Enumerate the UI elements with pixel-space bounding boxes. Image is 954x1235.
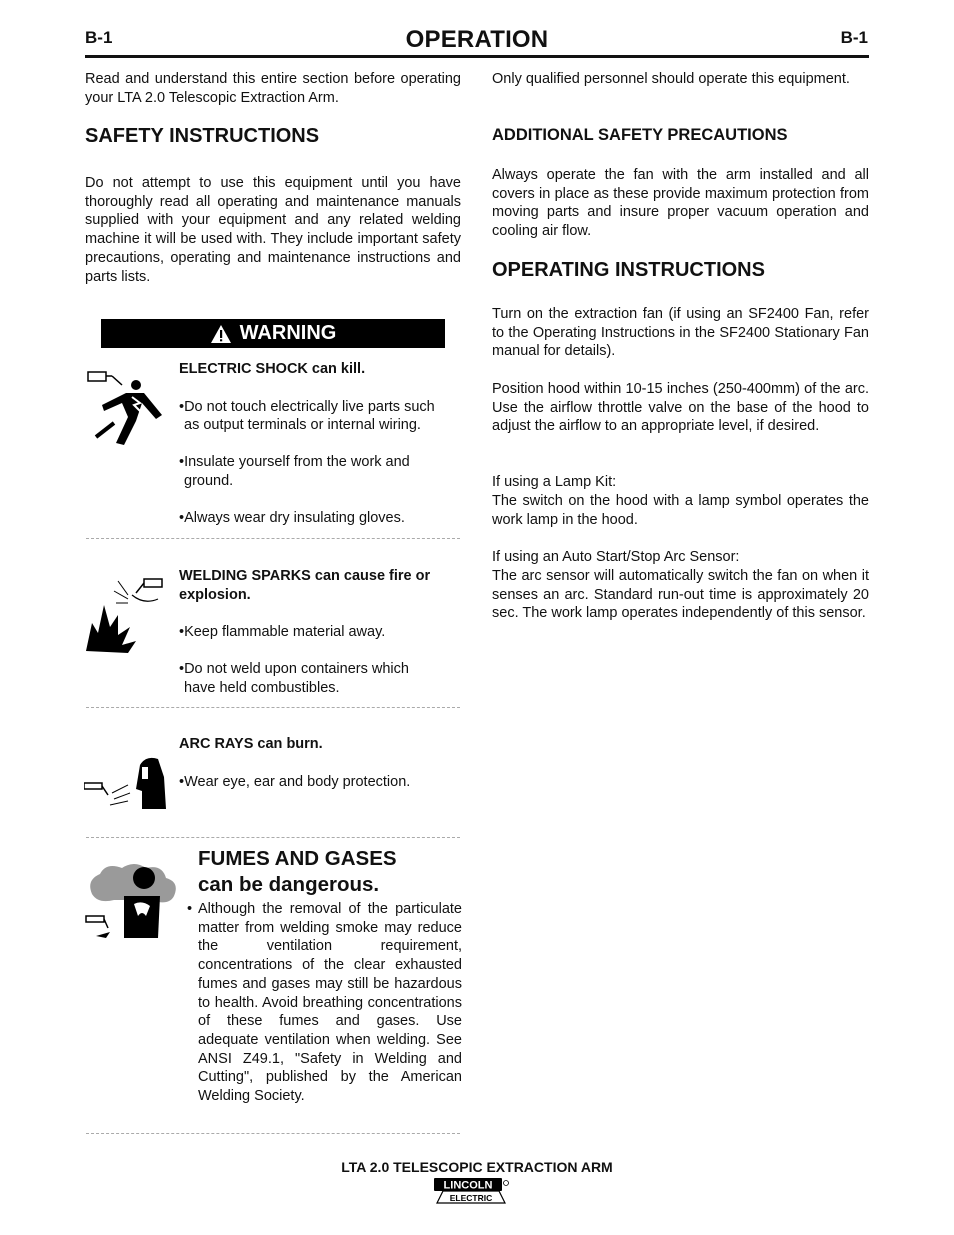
safety-heading: SAFETY INSTRUCTIONS bbox=[85, 125, 320, 147]
welding-sparks-icon bbox=[84, 575, 170, 655]
additional-safety-paragraph: Always operate the fan with the arm installed and all covers in place as these provide maximum protection from moving parts and insure proper vacuum operation and cooling air flow. bbox=[492, 167, 869, 240]
warning-banner bbox=[101, 319, 445, 348]
arc-rays-section bbox=[179, 735, 463, 791]
arc-sensor-label: If using an Auto Start/Stop Arc Sensor: bbox=[492, 549, 740, 565]
warning-triangle-icon bbox=[210, 324, 232, 344]
logo-top-text: LINCOLN bbox=[443, 1179, 493, 1192]
fumes-bullet: • bbox=[187, 901, 193, 917]
sparks-item-1: •Keep flammable material away. bbox=[179, 624, 386, 641]
shock-item-2: •Insulate yourself from the work and bbox=[179, 454, 410, 471]
electric-shock-icon bbox=[84, 367, 172, 452]
safety-paragraph: Do not attempt to use this equipment until you have thoroughly read all operating and maintenance manuals supplied with your equipment and any related welding machine it will be used with. They include important safety precautions, operating and maintenance instructions and parts lists. bbox=[85, 175, 461, 285]
fumes-icon bbox=[84, 860, 180, 942]
arc-sensor-paragraph: The arc sensor will automatically switch the fan on when it senses an arc. Standard run-out time is approximately 20 sec. The work lamp operates independently of this sensor. bbox=[492, 568, 869, 622]
header-rule bbox=[85, 55, 869, 58]
intro-paragraph: Read and understand this entire section before operating your LTA 2.0 Telescopic Extraction Arm. bbox=[85, 71, 461, 106]
lincoln-electric-logo bbox=[433, 1177, 511, 1210]
shock-item-1-cont: as output terminals or internal wiring. bbox=[184, 417, 421, 434]
divider bbox=[86, 707, 460, 708]
operating-paragraph-1: Turn on the extraction fan (if using an SF2400 Fan, refer to the Operating Instructions in the SF2400 Stationary Fan manual for details). bbox=[492, 306, 869, 360]
arc-rays-heading: ARC RAYS can burn. bbox=[179, 736, 323, 752]
qualified-paragraph: Only qualified personnel should operate this equipment. bbox=[492, 71, 850, 87]
fumes-paragraph: Although the removal of the particulate matter from welding smoke may reduce the ventilation requirement, concentrations of the clear exhausted fumes and gases may still be hazardous to health. Avoid breathing concentrations of these fumes and gases. Use adequate ventilation when welding. See ANSI Z49.1, "Safety in Welding and Cutting", published by the American Welding Society. bbox=[198, 901, 462, 1105]
lamp-kit-label: If using a Lamp Kit: bbox=[492, 474, 617, 490]
page-code-left: B-1 bbox=[85, 28, 113, 47]
operating-heading: OPERATING INSTRUCTIONS bbox=[492, 259, 765, 281]
shock-item-3: •Always wear dry insulating gloves. bbox=[179, 509, 405, 526]
divider bbox=[86, 538, 460, 539]
welding-sparks-heading: WELDING SPARKS can cause fire or explosion. bbox=[179, 568, 431, 603]
welding-sparks-section bbox=[179, 567, 463, 698]
sparks-item-2: •Do not weld upon containers which bbox=[179, 661, 409, 678]
shock-item-2-cont: ground. bbox=[184, 472, 234, 489]
warning-label: WARNING bbox=[239, 322, 337, 344]
divider bbox=[86, 1133, 460, 1134]
operating-paragraph-2: Position hood within 10-15 inches (250-400mm) of the arc. Use the airflow throttle valve on the base of the hood to adjust the airflow to an appropriate level, if desired. bbox=[492, 381, 869, 435]
footer-title: LTA 2.0 TELESCOPIC EXTRACTION ARM bbox=[341, 1159, 613, 1175]
fumes-heading bbox=[198, 846, 397, 898]
fumes-heading-line-1: FUMES AND GASES bbox=[198, 847, 397, 870]
shock-item-1: •Do not touch electrically live parts such bbox=[179, 398, 435, 415]
logo-bottom-text: ELECTRIC bbox=[449, 1193, 493, 1203]
rays-item-1: •Wear eye, ear and body protection. bbox=[179, 773, 411, 790]
additional-safety-heading: ADDITIONAL SAFETY PRECAUTIONS bbox=[492, 126, 788, 144]
page-code-right: B-1 bbox=[840, 28, 868, 47]
sparks-item-2-cont: have held combustibles. bbox=[184, 679, 340, 696]
electric-shock-section bbox=[179, 360, 469, 527]
page-title: OPERATION bbox=[405, 26, 549, 53]
arc-rays-icon bbox=[84, 755, 170, 813]
fumes-heading-line-2: can be dangerous. bbox=[198, 873, 380, 896]
divider bbox=[86, 837, 460, 838]
electric-shock-heading: ELECTRIC SHOCK can kill. bbox=[179, 361, 366, 377]
lamp-kit-paragraph: The switch on the hood with a lamp symbol operates the work lamp in the hood. bbox=[492, 493, 869, 528]
